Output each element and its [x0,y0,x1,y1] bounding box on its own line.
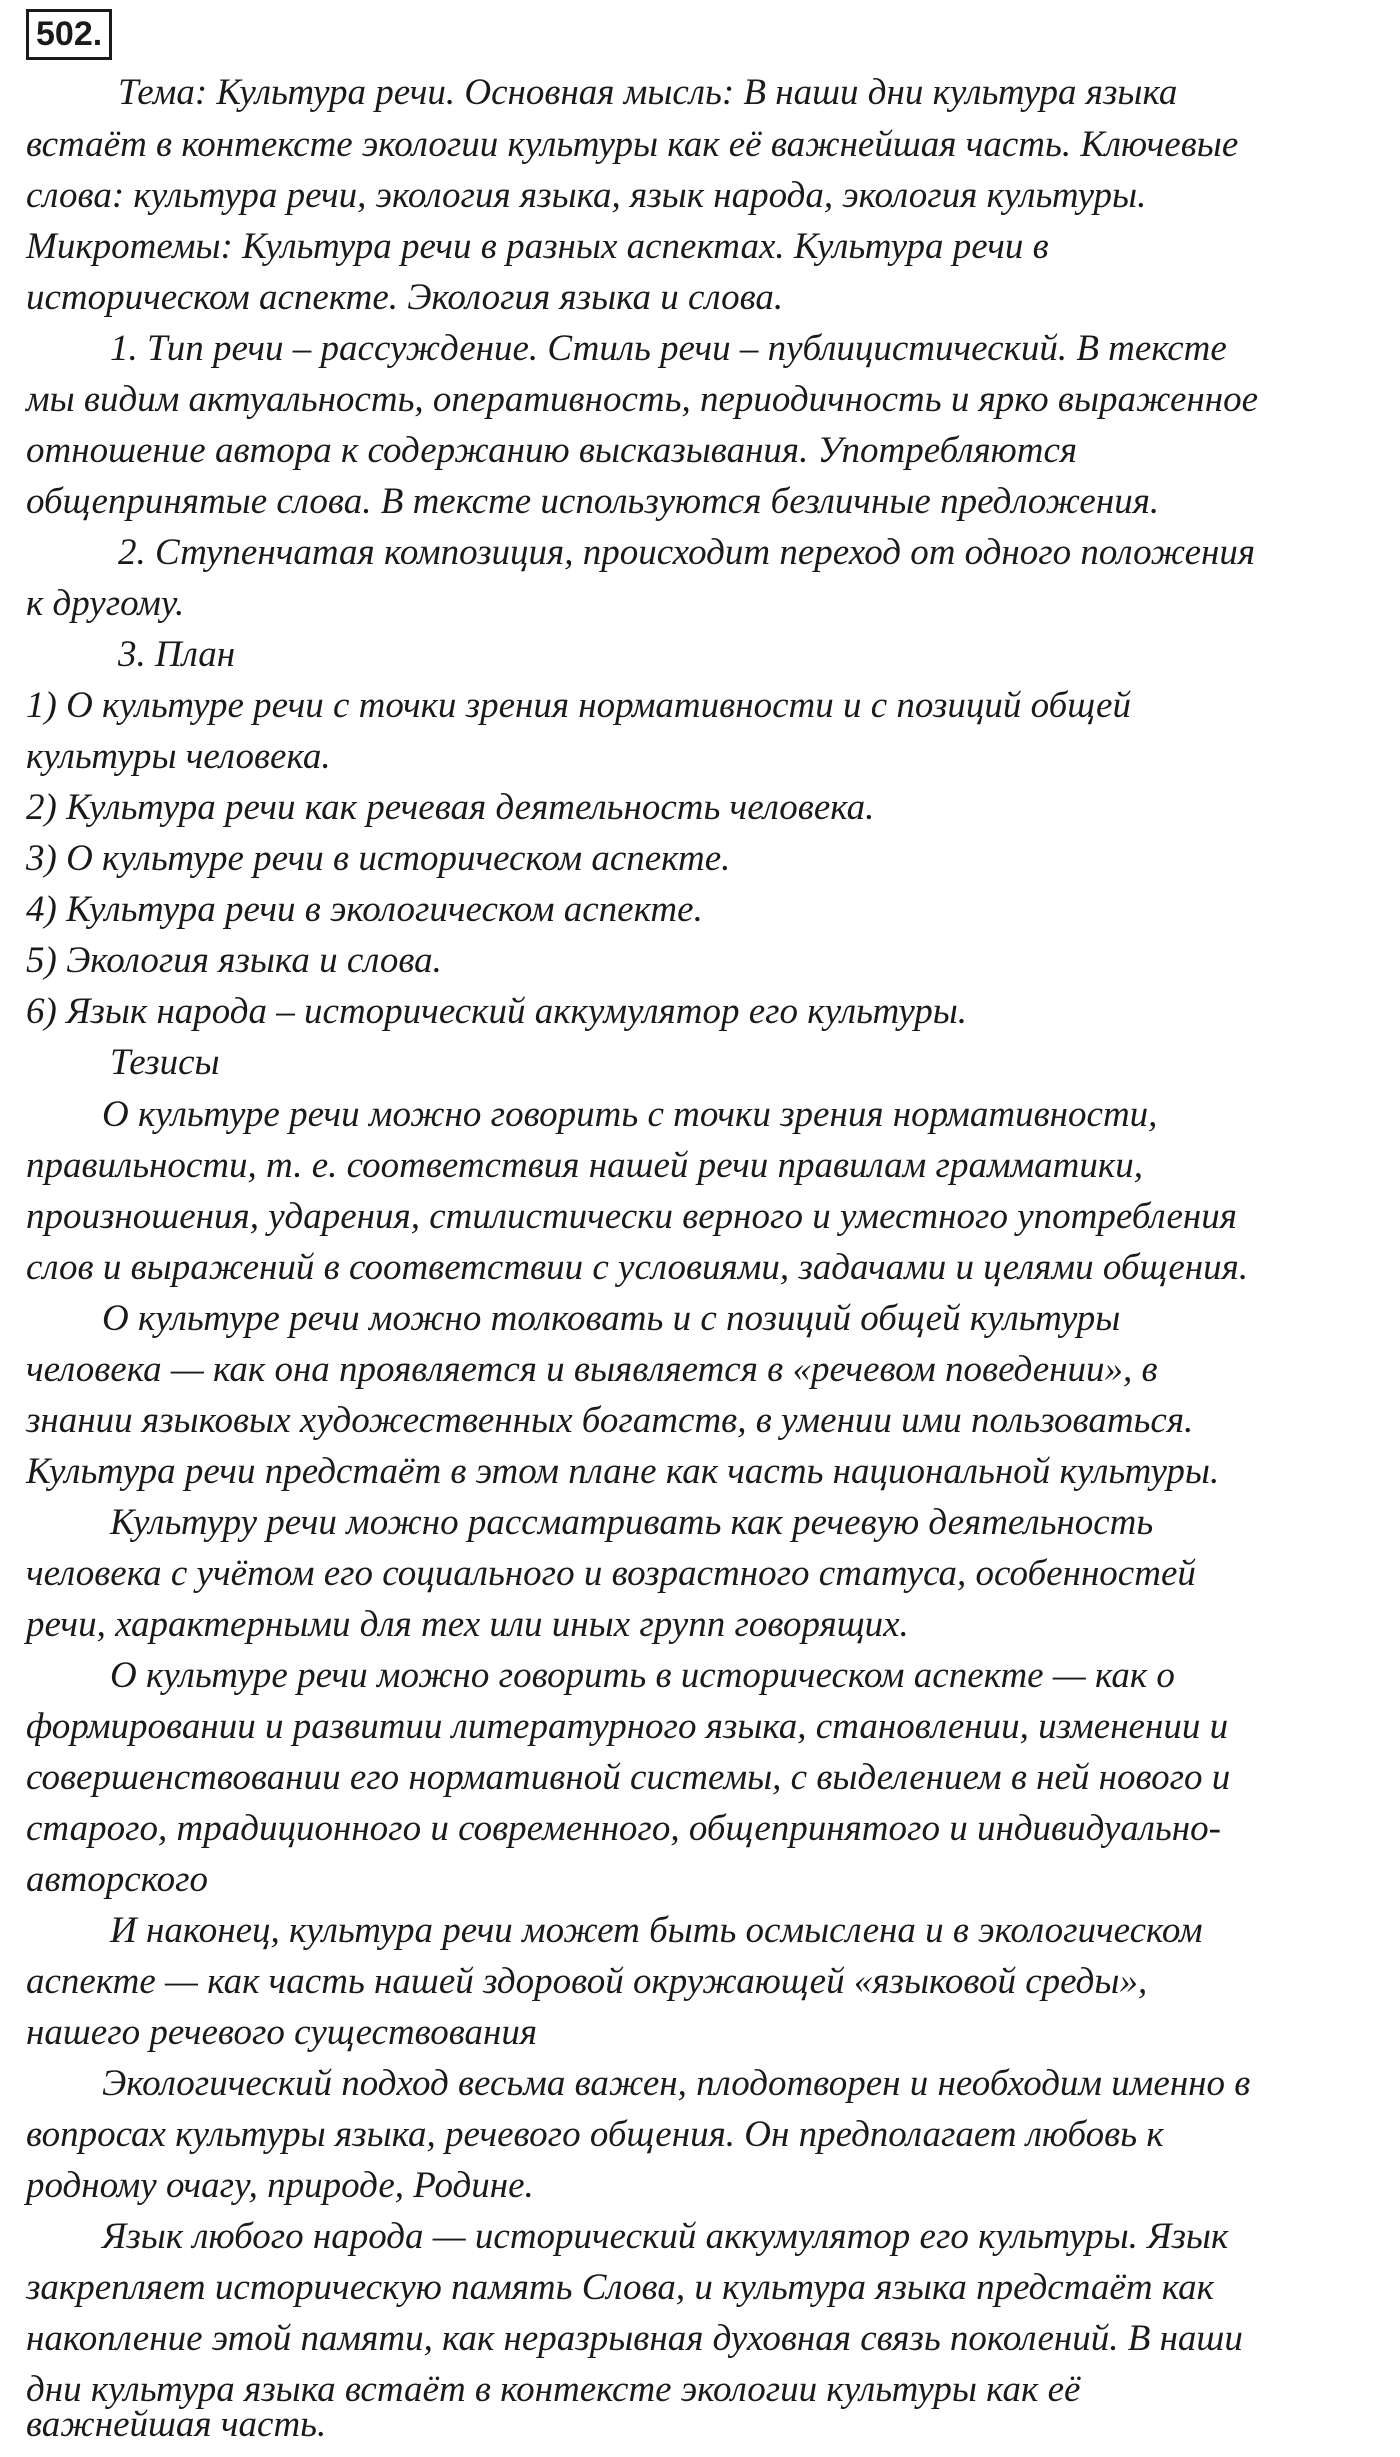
text-line: встаёт в контексте экологии культуры как её важнейшая часть. Ключевые [26,124,1239,165]
text-line: общепринятые слова. В тексте используются безличные предложения. [26,481,1160,522]
text-line: 2) Культура речи как речевая деятельность человека. [26,787,875,828]
text-line: человека — как она проявляется и выявляется в «речевом поведении», в [26,1349,1158,1390]
text-line: слова: культура речи, экология языка, язык народа, экология культуры. [26,175,1147,216]
text-line: О культуре речи можно говорить в историческом аспекте — как о [110,1655,1175,1696]
text-line: закрепляет историческую память Слова, и культура языка предстаёт как [26,2267,1214,2308]
text-line: 5) Экология языка и слова. [26,940,442,981]
text-line: дни культура языка встаёт в контексте экологии культуры как её [26,2369,1081,2410]
text-line: историческом аспекте. Экология языка и слова. [26,277,784,318]
text-line: важнейшая часть. [26,2404,327,2445]
text-line: человека с учётом его социального и возрастного статуса, особенностей [26,1553,1196,1594]
text-line: формировании и развитии литературного языка, становлении, изменении и [26,1706,1229,1747]
text-line: вопросах культуры языка, речевого общения. Он предполагает любовь к [26,2114,1164,2155]
text-line: 3. План [118,634,236,675]
text-line: накопление этой памяти, как неразрывная духовная связь поколений. В наши [26,2318,1243,2359]
exercise-number: 502. [26,9,112,60]
text-line: Язык любого народа — исторический аккумулятор его культуры. Язык [102,2216,1229,2257]
text-line: мы видим актуальность, оперативность, периодичность и ярко выраженное [26,379,1259,420]
text-line: речи, характерными для тех или иных групп говорящих. [26,1604,909,1645]
text-line: Экологический подход весьма важен, плодотворен и необходим именно в [102,2063,1251,2104]
text-line: 4) Культура речи в экологическом аспекте. [26,889,703,930]
text-line: старого, традиционного и современного, общепринятого и индивидуально- [26,1808,1221,1849]
text-line: нашего речевого существования [26,2012,538,2053]
text-line: совершенствовании его нормативной системы, с выделением в ней нового и [26,1757,1231,1798]
text-line: культуры человека. [26,736,331,777]
text-line: отношение автора к содержанию высказывания. Употребляются [26,430,1078,471]
text-line: авторского [26,1859,209,1900]
text-line: Микротемы: Культура речи в разных аспектах. Культура речи в [26,226,1049,267]
text-line: 2. Ступенчатая композиция, происходит переход от одного положения [118,532,1256,573]
text-line: 1) О культуре речи с точки зрения нормативности и с позиций общей [26,685,1131,726]
text-line: 3) О культуре речи в историческом аспекте. [26,838,731,879]
text-line: произношения, ударения, стилистически верного и уместного употребления [26,1196,1237,1237]
text-line: Тезисы [110,1042,220,1083]
text-line: О культуре речи можно говорить с точки зрения нормативности, [102,1094,1158,1135]
text-line: Культура речи предстаёт в этом плане как часть национальной культуры. [26,1451,1220,1492]
text-line: Тема: Культура речи. Основная мысль: В наши дни культура языка [118,72,1178,113]
text-line: аспекте — как часть нашей здоровой окружающей «языковой среды», [26,1961,1148,2002]
text-line: знании языковых художественных богатств, в умении ими пользоваться. [26,1400,1194,1441]
text-line: к другому. [26,583,185,624]
text-line: слов и выражений в соответствии с условиями, задачами и целями общения. [26,1247,1249,1288]
text-line: 6) Язык народа – исторический аккумулятор его культуры. [26,991,968,1032]
text-line: 1. Тип речи – рассуждение. Стиль речи – публицистический. В тексте [110,328,1227,369]
text-line: О культуре речи можно толковать и с позиций общей культуры [102,1298,1121,1339]
text-line: правильности, т. е. соответствия нашей речи правилам грамматики, [26,1145,1143,1186]
text-line: Культуру речи можно рассматривать как речевую деятельность [110,1502,1154,1543]
text-line: родному очагу, природе, Родине. [26,2165,534,2206]
text-line: И наконец, культура речи может быть осмыслена и в экологическом [110,1910,1203,1951]
